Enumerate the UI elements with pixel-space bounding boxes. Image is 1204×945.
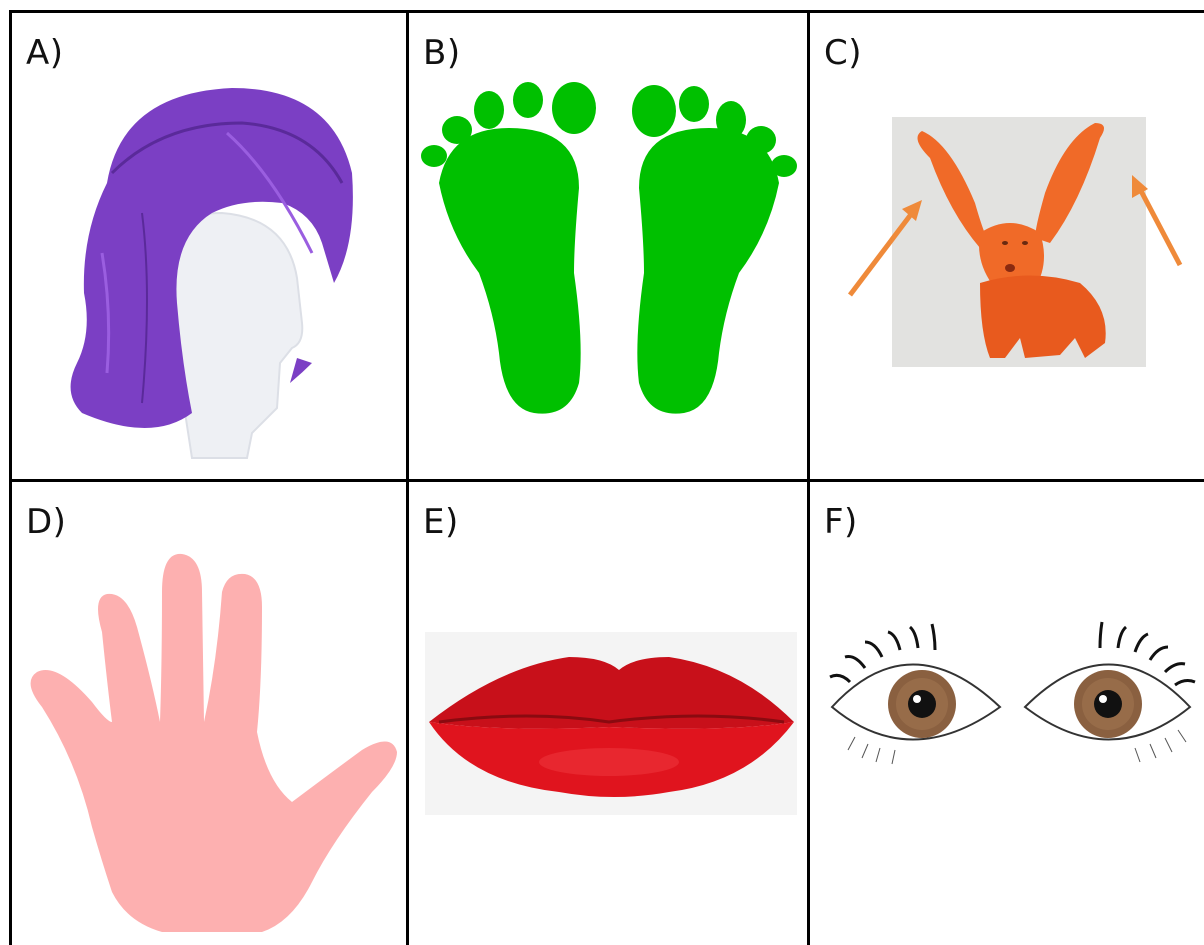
cell-c [810, 13, 1204, 479]
cell-a [12, 13, 406, 479]
cell-f [810, 482, 1204, 945]
footprints-image [409, 13, 807, 479]
lips-image [409, 482, 807, 945]
cell-d [12, 482, 406, 945]
cell-label: B) [423, 33, 461, 73]
picture-grid [9, 10, 1204, 945]
hand-image [12, 482, 406, 945]
cell-label: D) [26, 502, 67, 542]
cell-e [409, 482, 807, 945]
eyes-image [810, 482, 1204, 945]
cell-label: A) [26, 33, 64, 73]
left-eye [830, 624, 1000, 764]
cell-label: F) [824, 502, 858, 542]
cell-b [409, 13, 807, 479]
cell-label: E) [423, 502, 459, 542]
wig-image [12, 13, 406, 479]
dog-image [810, 13, 1204, 479]
cell-label: C) [824, 33, 863, 73]
right-eye [1025, 622, 1195, 762]
